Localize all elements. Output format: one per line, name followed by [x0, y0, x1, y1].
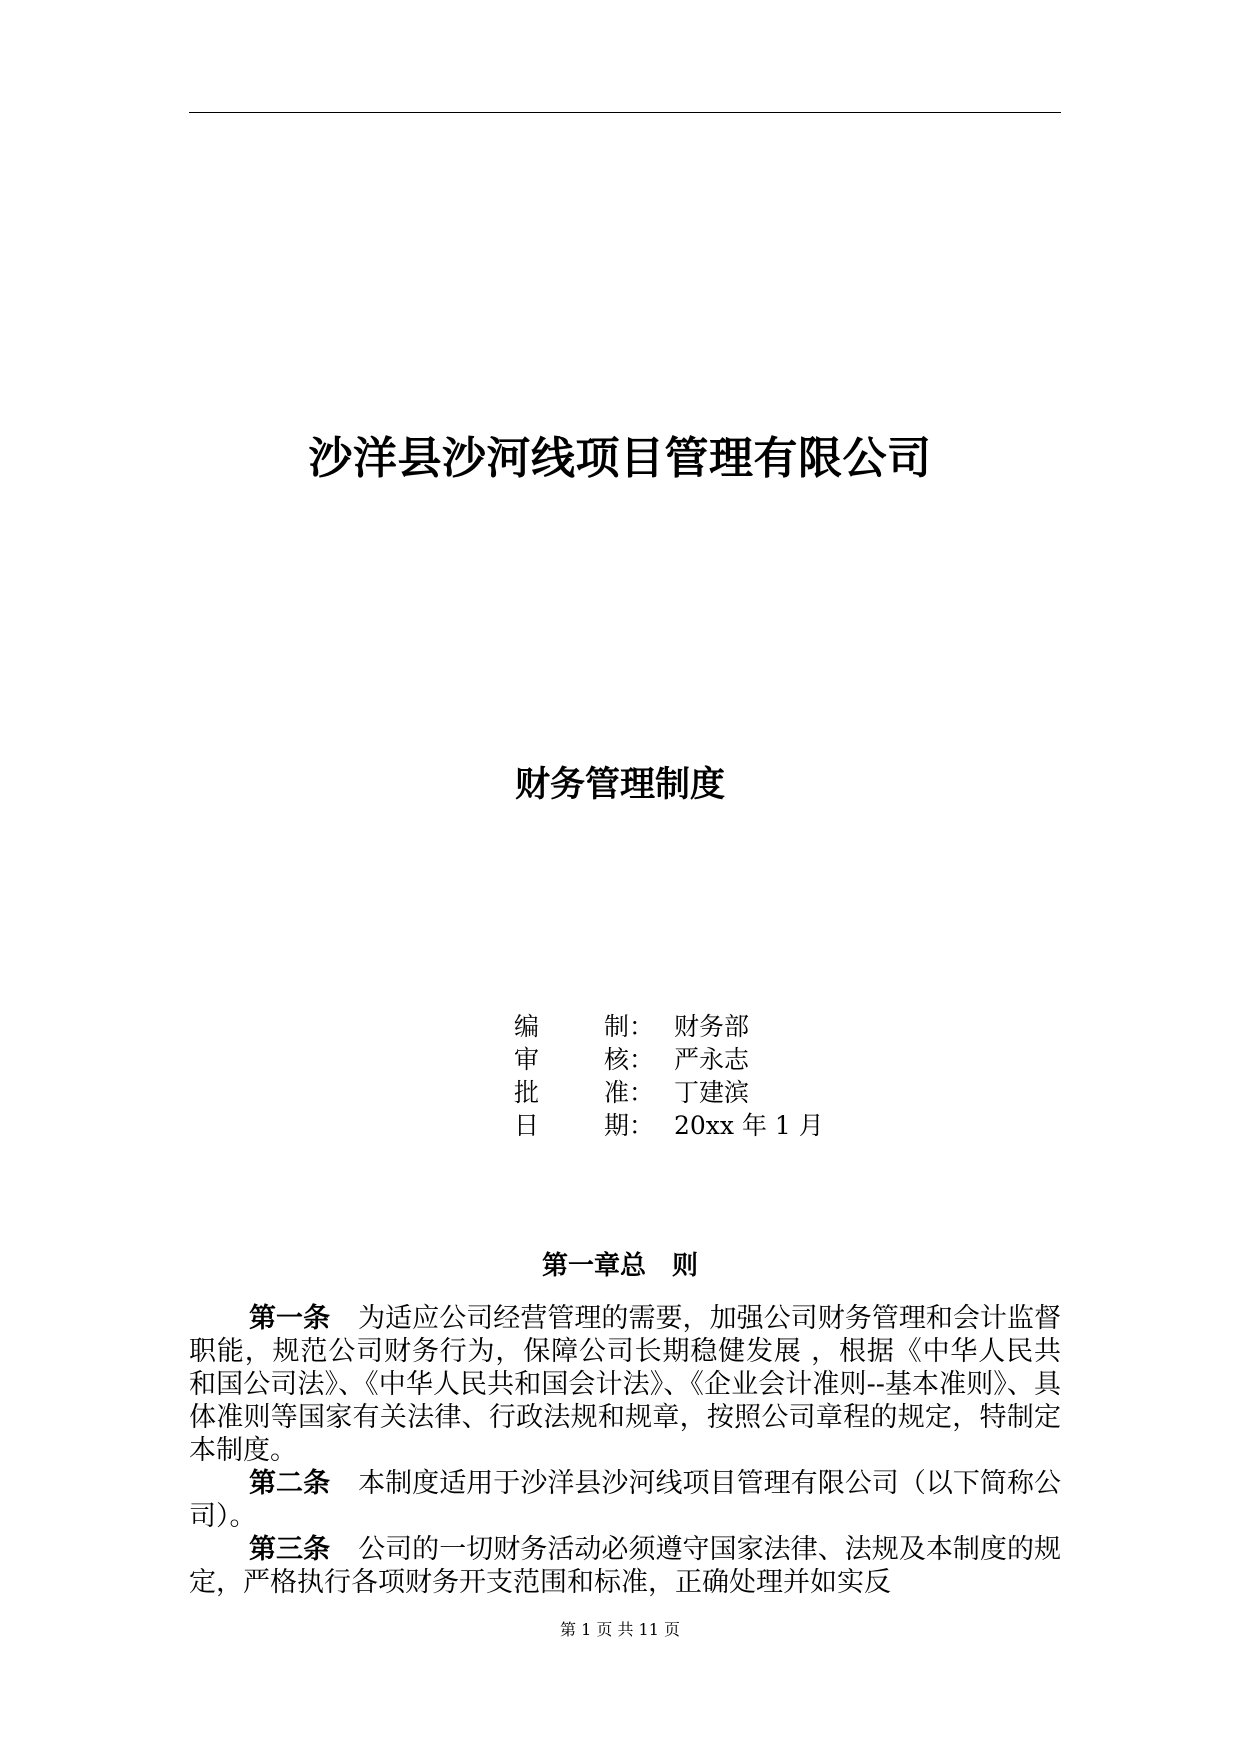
- info-value: 20xx 年 1 月: [674, 1111, 824, 1140]
- header-rule: [189, 112, 1061, 113]
- info-label: 编: [514, 1012, 540, 1041]
- page-footer: 第 1 页 共 11 页: [560, 1620, 680, 1639]
- article-number: 第一条: [249, 1303, 331, 1334]
- info-label: 制：: [604, 1012, 655, 1041]
- article-text: 为适应公司经营管理的需要，加强公司财务管理和会计监督职能，规范公司财务行为，保障公司长期稳健发展 ，根据《中华人民共和国公司法》、《中华人民共和国会计法》、《企业会计准则--基本准则》、具体准则等国家有关法律、行政法规和规章，按照公司章程的规定，特制定本制度。: [189, 1303, 1062, 1466]
- article-paragraph: [189, 1533, 1061, 1599]
- info-value: 丁建滨: [674, 1078, 750, 1107]
- info-label: 核：: [604, 1045, 655, 1074]
- article-number: 第三条: [249, 1534, 331, 1565]
- info-value: 财务部: [674, 1012, 750, 1041]
- info-label: 期：: [604, 1111, 655, 1140]
- info-row-reviewed-by: [514, 1043, 824, 1076]
- article-number: 第二条: [249, 1468, 331, 1499]
- document-body: [189, 1302, 1061, 1599]
- info-row-date: [514, 1109, 824, 1142]
- info-label: 日: [514, 1111, 540, 1140]
- info-row-approved-by: [514, 1076, 824, 1109]
- info-value: 严永志: [674, 1045, 750, 1074]
- document-info-block: [514, 1010, 824, 1142]
- chapter-heading: 第一章总 则: [541, 1251, 698, 1281]
- info-label: 批: [514, 1078, 540, 1107]
- info-label: 审: [514, 1045, 540, 1074]
- article-text: 公司的一切财务活动必须遵守国家法律、法规及本制度的规定，严格执行各项财务开支范围和标准，正确处理并如实反: [189, 1534, 1062, 1598]
- article-paragraph: [189, 1467, 1061, 1533]
- article-paragraph: [189, 1302, 1061, 1467]
- article-text: 本制度适用于沙洋县沙河线项目管理有限公司（以下简称公司）。: [189, 1468, 1062, 1532]
- company-name: 沙洋县沙河线项目管理有限公司: [308, 433, 932, 484]
- info-label: 准：: [604, 1078, 655, 1107]
- info-row-compiled-by: [514, 1010, 824, 1043]
- document-title: 财务管理制度: [514, 764, 725, 805]
